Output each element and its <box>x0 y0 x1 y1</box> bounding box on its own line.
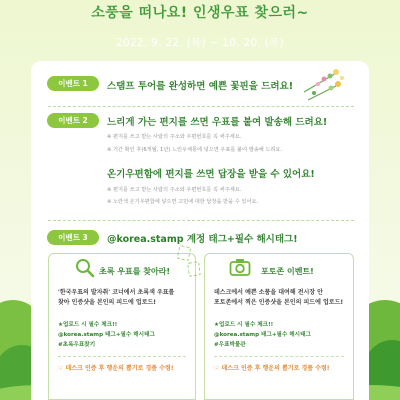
event-1-badge: 이벤트 1 <box>47 76 99 91</box>
photo-zone-hashtag: #우표박물관 <box>214 342 246 348</box>
photo-zone-check: ★업로드 시 필수 체크!! <box>214 322 274 328</box>
event-3-badge: 이벤트 3 <box>47 230 99 245</box>
camera-icon <box>229 257 251 281</box>
flower-pins-image <box>300 62 348 104</box>
page-title: 소풍을 떠나요! 인생우표 찾으러~ <box>91 5 309 21</box>
green-stamp-desc: '한국우표의 발자취' 코너에서 초록색 우표를 <box>58 289 175 296</box>
event-2-badge: 이벤트 2 <box>47 113 99 128</box>
event-3-heading: @korea.stamp 계정 태그+필수 해시태그! <box>107 234 298 245</box>
photo-zone-footer: ☞ 데스크 인증 후 행운의 뽑기로 경품 수령! <box>214 365 330 372</box>
section-divider <box>48 106 354 107</box>
event-2-heading-2: 온기우편함에 편지를 쓰면 답장을 받을 수 있어요! <box>107 169 315 180</box>
magnifier-icon <box>74 257 96 283</box>
photo-zone-desc: 데스크에서 예쁜 소품을 대여해 전시장 안 <box>214 289 323 296</box>
event-1-heading: 스탬프 투어를 완성하면 예쁜 꽃핀을 드려요! <box>107 81 294 92</box>
event-period: 2022. 9. 22. (목) ~ 10. 20. (목) <box>115 37 284 49</box>
event-2-note: ※ 편지를 쓰고 받는 사람의 주소와 우편번호를 꼭 써주세요. <box>107 187 242 193</box>
photo-zone-title: 포토존 이벤트! <box>261 267 314 276</box>
photo-zone-check: @korea.stamp 태그+필수 해시태그 <box>214 332 311 338</box>
event-2-note: ※ 편지를 쓰고 받는 사람의 주소와 우편번호를 꼭 써주세요. <box>107 134 242 140</box>
green-stamp-title: 초록 우표를 찾아라! <box>99 267 171 276</box>
green-stamp-desc: 찾아 인증샷을 본인의 피드에 업로드! <box>58 299 157 306</box>
event-2-note: ※ 기간 확인 후(6개월, 1년) 느린우체통에 넣으면 우표를 붙여 발송해 드려요. <box>107 147 283 153</box>
photo-zone-desc: 포토존에서 찍은 인증샷을 본인의 피드에 업로드! <box>214 299 344 306</box>
event-2-note: ※ 노란색 온기우편함에 넣으면 고민에 대한 답장을 받을 수 있어요. <box>107 199 259 205</box>
green-stamp-check: @korea.stamp 태그+필수 해시태그 <box>58 332 155 338</box>
stamp-decoration <box>187 261 201 277</box>
section-divider <box>48 220 354 221</box>
green-stamp-check: ★업로드 시 필수 체크!! <box>58 322 118 328</box>
green-stamp-footer: ☞ 데스크 인증 후 행운의 뽑기로 경품 수령! <box>58 365 174 372</box>
event-2-heading: 느리게 가는 편지를 쓰면 우표를 붙여 발송해 드려요! <box>107 117 328 128</box>
section-divider <box>214 356 344 357</box>
section-divider <box>58 356 186 357</box>
green-stamp-hashtag: #초록우표찾기 <box>58 342 96 348</box>
